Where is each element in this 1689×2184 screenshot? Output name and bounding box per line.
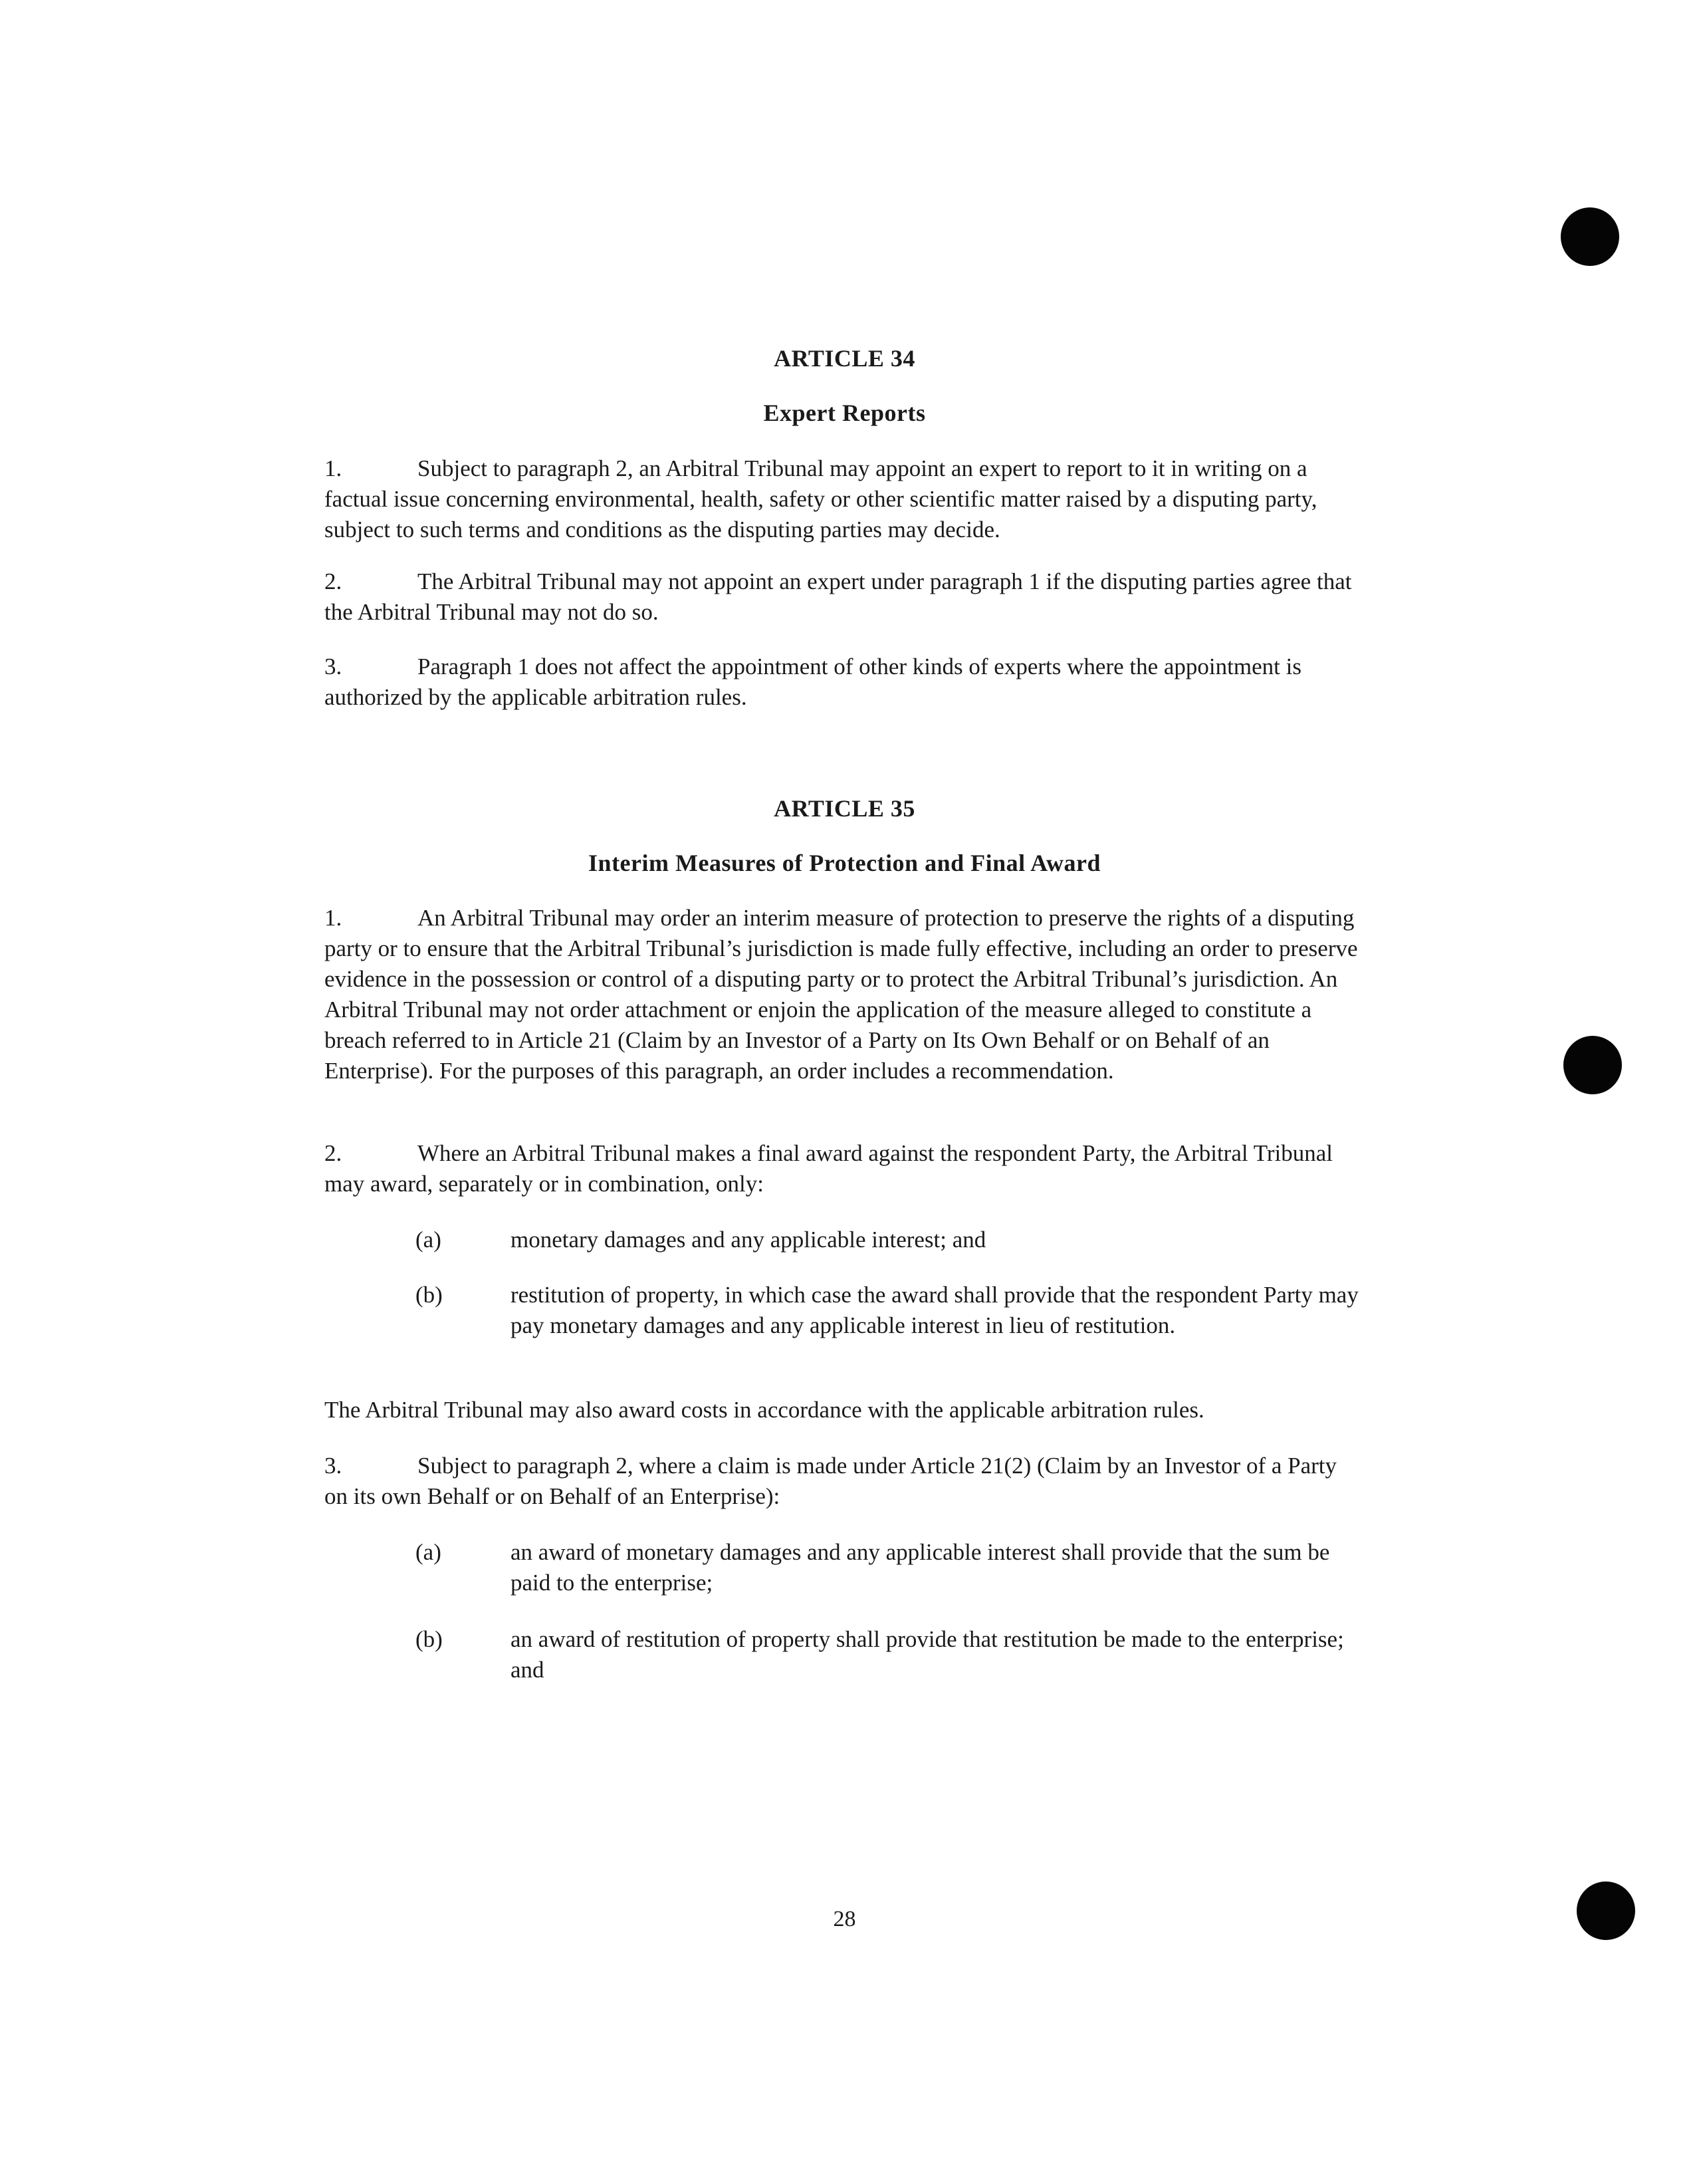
item-label: (b) — [415, 1626, 443, 1652]
item-text: monetary damages and any applicable interest; and — [510, 1227, 986, 1253]
paragraph-number: 2. — [324, 1140, 342, 1166]
paragraph-number: 1. — [324, 455, 342, 481]
article-34-paragraph-3 — [324, 652, 1361, 713]
item-text: an award of monetary damages and any applicable interest shall provide that the sum be paid to the enterprise; — [510, 1539, 1330, 1596]
paragraph-number: 3. — [324, 654, 342, 679]
article-34-subheading: Expert Reports — [763, 400, 926, 426]
paragraph-text: Paragraph 1 does not affect the appointment of other kinds of experts where the appointment is authorized by the applicable arbitration rules. — [324, 654, 1301, 710]
punch-hole-top — [1561, 207, 1619, 266]
article-35-subheading: Interim Measures of Protection and Final Award — [588, 850, 1101, 876]
page-number: 28 — [833, 1907, 856, 1931]
paragraph-text: Subject to paragraph 2, where a claim is made under Article 21(2) (Claim by an Investor of a Party on its own Behalf or on Behalf of an Enterprise): — [324, 1453, 1337, 1509]
article-34-heading: ARTICLE 34 — [774, 345, 915, 372]
punch-hole-middle — [1563, 1036, 1622, 1094]
article-34-paragraph-1 — [324, 453, 1361, 545]
paragraph-number: 3. — [324, 1453, 342, 1479]
article-35-paragraph-2-closing: The Arbitral Tribunal may also award costs in accordance with the applicable arbitration rules. — [324, 1397, 1204, 1423]
item-text: an award of restitution of property shall provide that restitution be made to the enterprise; and — [510, 1626, 1344, 1683]
paragraph-text: Subject to paragraph 2, an Arbitral Tribunal may appoint an expert to report to it in writing on a factual issue concerning environmental, health, safety or other scientific matter raised by a disputing party, subject to such terms and conditions as the disputing parties may decide. — [324, 455, 1317, 543]
paragraph-text: The Arbitral Tribunal may not appoint an expert under paragraph 1 if the disputing parties agree that the Arbitral Tribunal may not do so. — [324, 568, 1352, 625]
article-35-paragraph-3 — [324, 1451, 1361, 1512]
item-label: (b) — [415, 1282, 443, 1308]
paragraph-text: Where an Arbitral Tribunal makes a final award against the respondent Party, the Arbitral Tribunal may award, separately or in combination, only: — [324, 1140, 1333, 1197]
article-35-paragraph-1 — [324, 903, 1361, 1086]
item-label: (a) — [415, 1227, 441, 1253]
item-text: restitution of property, in which case the award shall provide that the respondent Party may pay monetary damages and any applicable interest in lieu of restitution. — [510, 1282, 1359, 1338]
item-label: (a) — [415, 1539, 441, 1565]
paragraph-number: 1. — [324, 905, 342, 931]
paragraph-number: 2. — [324, 568, 342, 594]
article-34-paragraph-2 — [324, 566, 1361, 628]
article-35-paragraph-2 — [324, 1138, 1361, 1199]
paragraph-text: An Arbitral Tribunal may order an interim measure of protection to preserve the rights of a disputing party or to ensure that the Arbitral Tribunal’s jurisdiction is made fully effective, including an order to preserve evidence in the possession or control of a disputing party or to protect the Arbitral Tribunal’s jurisdiction. An Arbitral Tribunal may not order attachment or enjoin the application of the measure alleged to constitute a breach referred to in Article 21 (Claim by an Investor of a Party on Its Own Behalf or on Behalf of an Enterprise). For the purposes of this paragraph, an order includes a recommendation. — [324, 905, 1358, 1084]
article-35-heading: ARTICLE 35 — [774, 795, 915, 822]
